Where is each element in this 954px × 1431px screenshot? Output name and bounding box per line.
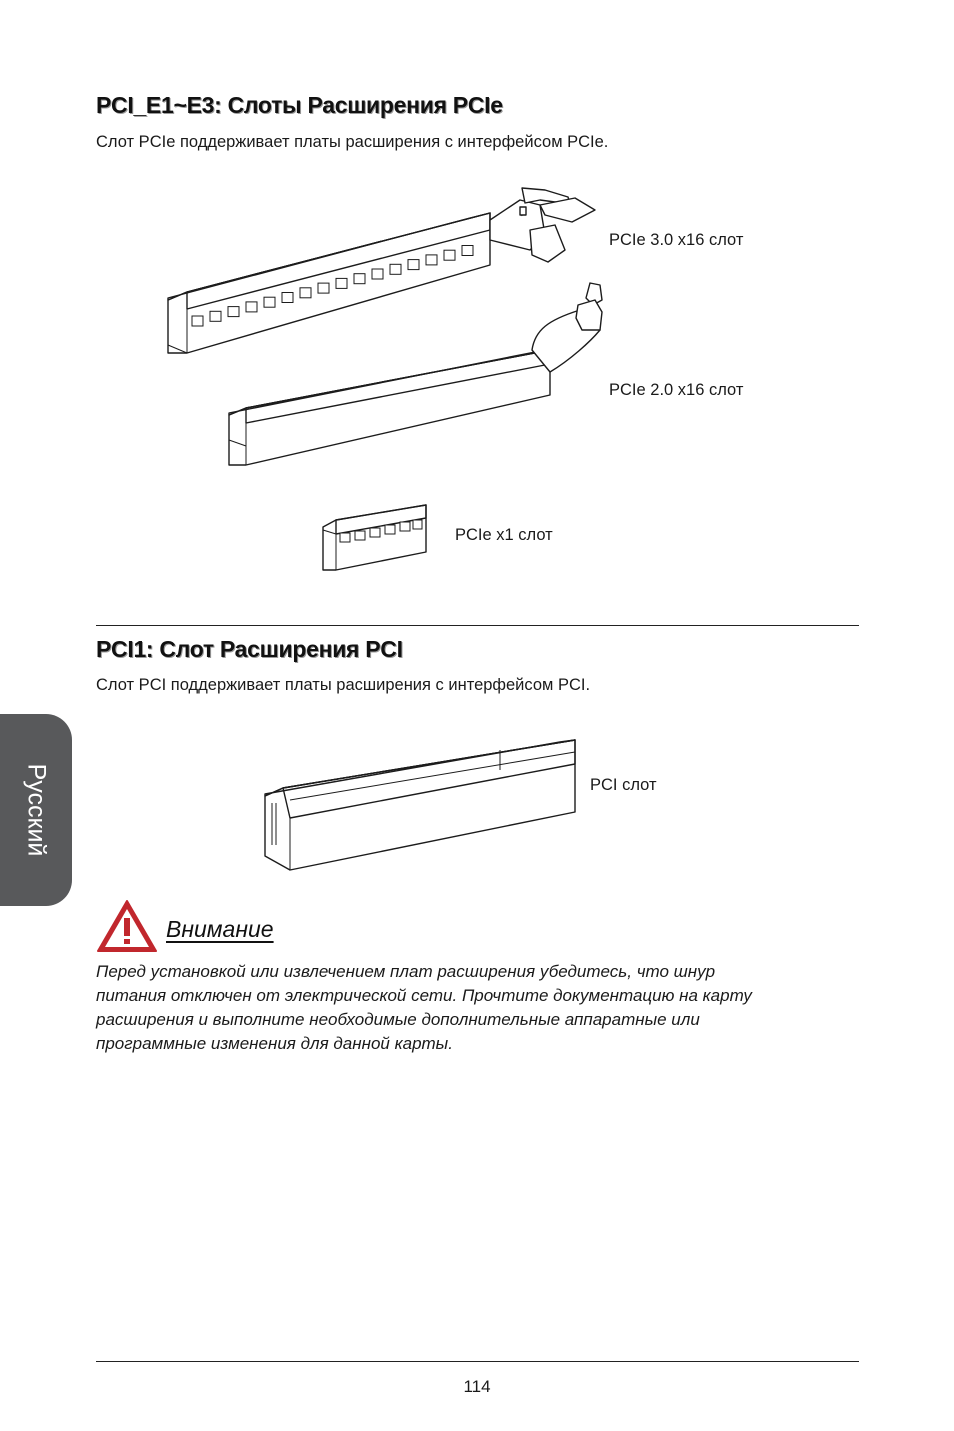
warning-line: питания отключен от электрической сети. Прочтите документацию на карту (96, 986, 752, 1005)
warning-text (96, 960, 752, 1056)
pcie-section-heading: PCI_E1~E3: Слоты Расширения PCIe (96, 92, 503, 118)
page-number: 114 (463, 1377, 491, 1396)
language-tab-label: Русский (22, 763, 51, 857)
warning-line: расширения и выполните необходимые дополнительные аппаратные или (96, 1010, 700, 1029)
pci-section-heading: PCI1: Слот Расширения PCI (96, 636, 403, 662)
pcie3-x16-label: PCIe 3.0 x16 слот (609, 231, 744, 249)
pci-slot-label: PCI слот (590, 776, 657, 794)
pcie-section-description: Слот PCIe поддерживает платы расширения с интерфейсом PCIe. (96, 133, 609, 151)
footer-rule (96, 1361, 859, 1362)
warning-triangle-icon (96, 898, 158, 954)
pci-section-description: Слот PCI поддерживает платы расширения с интерфейсом PCI. (96, 676, 591, 694)
pcie-x1-label: PCIe x1 слот (455, 526, 553, 544)
language-side-tab (0, 714, 72, 906)
pcie2-x16-label: PCIe 2.0 x16 слот (609, 381, 744, 399)
warning-line: Перед установкой или извлечением плат расширения убедитесь, что шнур (96, 962, 716, 981)
warning-title: Внимание (166, 916, 274, 942)
warning-line: программные изменения для данной карты. (96, 1034, 453, 1053)
